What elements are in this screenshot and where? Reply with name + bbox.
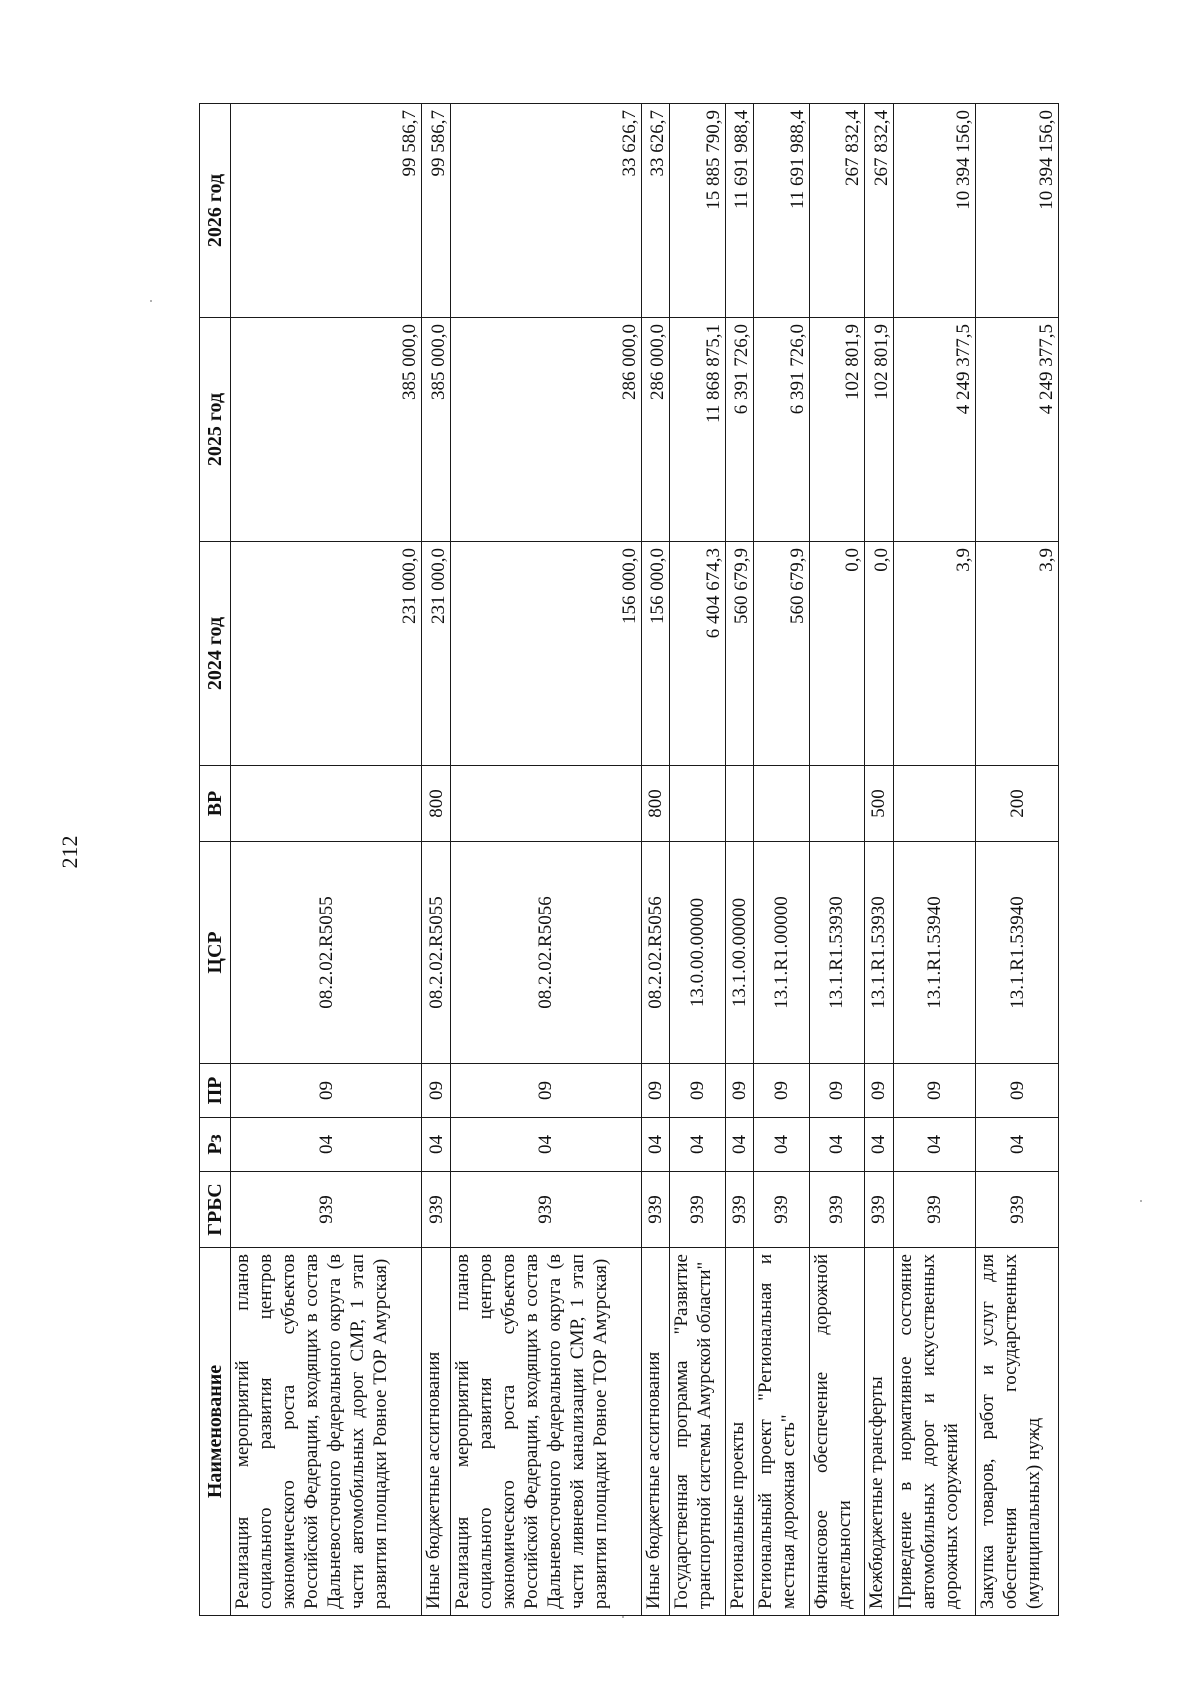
- table-row: [670, 104, 726, 1616]
- cell-2025: 4 249 377,5: [976, 318, 1059, 542]
- cell-grbs: 939: [642, 1172, 670, 1248]
- header-rz: Рз: [200, 1118, 231, 1172]
- cell-vr: 800: [422, 766, 450, 842]
- cell-2024: 3,9: [976, 542, 1059, 766]
- cell-2025: 6 391 726,0: [754, 318, 810, 542]
- cell-name: Финансовое обеспечение дорожной деятельности: [809, 1248, 865, 1616]
- cell-csr: 13.1.00.00000: [725, 842, 753, 1064]
- cell-name: Реализация мероприятий планов социального развития центров экономического роста субъектов Российской Федерации, входящих в состав Дальневосточного федерального округа (в части ливневой канализации СМР, 1 этап развития площадки Ровное ТОР Амурская): [450, 1248, 641, 1616]
- cell-csr: 08.2.02.R5056: [450, 842, 641, 1064]
- cell-csr: 13.1.R1.00000: [754, 842, 810, 1064]
- cell-rz: 04: [809, 1118, 865, 1172]
- cell-pr: 09: [893, 1064, 976, 1118]
- cell-vr: [754, 766, 810, 842]
- cell-name: Государственная программа "Развитие транспортной системы Амурской области": [670, 1248, 726, 1616]
- cell-name: Реализация мероприятий планов социального развития центров экономического роста субъектов Российской Федерации, входящих в состав Дальневосточного федерального округа (в части автомобильных дорог СМР, 1 этап развития площадки Ровное ТОР Амурская): [231, 1248, 422, 1616]
- header-pr: ПР: [200, 1064, 231, 1118]
- cell-2024: 560 679,9: [754, 542, 810, 766]
- cell-grbs: 939: [754, 1172, 810, 1248]
- header-name: Наименование: [200, 1248, 231, 1616]
- header-2025: 2025 год: [200, 318, 231, 542]
- cell-vr: [450, 766, 641, 842]
- header-vr: ВР: [200, 766, 231, 842]
- cell-2026: 267 832,4: [865, 104, 893, 318]
- cell-2026: 11 691 988,4: [725, 104, 753, 318]
- cell-name: Иные бюджетные ассигнования: [422, 1248, 450, 1616]
- cell-pr: 09: [865, 1064, 893, 1118]
- cell-rz: 04: [422, 1118, 450, 1172]
- cell-vr: [670, 766, 726, 842]
- cell-grbs: 939: [725, 1172, 753, 1248]
- cell-vr: [725, 766, 753, 842]
- cell-csr: 08.2.02.R5055: [231, 842, 422, 1064]
- cell-name: Региональные проекты: [725, 1248, 753, 1616]
- cell-2026: 15 885 790,9: [670, 104, 726, 318]
- table-row: [976, 104, 1059, 1616]
- cell-2026: 99 586,7: [422, 104, 450, 318]
- cell-rz: 04: [670, 1118, 726, 1172]
- cell-grbs: 939: [976, 1172, 1059, 1248]
- cell-csr: 13.1.R1.53930: [809, 842, 865, 1064]
- budget-table: [199, 103, 1059, 1616]
- cell-2024: 560 679,9: [725, 542, 753, 766]
- cell-rz: 04: [231, 1118, 422, 1172]
- cell-vr: 800: [642, 766, 670, 842]
- cell-name: Приведение в нормативное состояние автомобильных дорог и искусственных дорожных сооружений: [893, 1248, 976, 1616]
- table-row: [809, 104, 865, 1616]
- cell-2025: 385 000,0: [422, 318, 450, 542]
- cell-csr: 13.1.R1.53930: [865, 842, 893, 1064]
- cell-rz: 04: [865, 1118, 893, 1172]
- cell-2025: 102 801,9: [809, 318, 865, 542]
- cell-pr: 09: [642, 1064, 670, 1118]
- cell-2024: 156 000,0: [450, 542, 641, 766]
- cell-vr: 500: [865, 766, 893, 842]
- rotated-table-container: [199, 104, 1059, 1616]
- scan-dust: [1140, 1200, 1142, 1202]
- cell-csr: 08.2.02.R5056: [642, 842, 670, 1064]
- scan-dust: [622, 1616, 624, 1618]
- cell-grbs: 939: [865, 1172, 893, 1248]
- cell-vr: [231, 766, 422, 842]
- cell-2024: 231 000,0: [422, 542, 450, 766]
- cell-name: Закупка товаров, работ и услуг для обеспечения государственных (муниципальных) нужд: [976, 1248, 1059, 1616]
- cell-2025: 102 801,9: [865, 318, 893, 542]
- cell-rz: 04: [893, 1118, 976, 1172]
- cell-2025: 4 249 377,5: [893, 318, 976, 542]
- cell-vr: 200: [976, 766, 1059, 842]
- cell-2024: 231 000,0: [231, 542, 422, 766]
- cell-rz: 04: [725, 1118, 753, 1172]
- cell-rz: 04: [976, 1118, 1059, 1172]
- cell-grbs: 939: [450, 1172, 641, 1248]
- cell-rz: 04: [450, 1118, 641, 1172]
- cell-2026: 33 626,7: [642, 104, 670, 318]
- cell-pr: 09: [450, 1064, 641, 1118]
- cell-2025: 6 391 726,0: [725, 318, 753, 542]
- cell-name: Региональный проект "Региональная и местная дорожная сеть": [754, 1248, 810, 1616]
- cell-pr: 09: [809, 1064, 865, 1118]
- cell-2026: 10 394 156,0: [976, 104, 1059, 318]
- header-csr: ЦСР: [200, 842, 231, 1064]
- cell-csr: 13.1.R1.53940: [893, 842, 976, 1064]
- cell-pr: 09: [976, 1064, 1059, 1118]
- cell-pr: 09: [231, 1064, 422, 1118]
- cell-2024: 156 000,0: [642, 542, 670, 766]
- cell-name: Иные бюджетные ассигнования: [642, 1248, 670, 1616]
- cell-pr: 09: [725, 1064, 753, 1118]
- scan-dust: [150, 300, 152, 302]
- cell-grbs: 939: [231, 1172, 422, 1248]
- header-2026: 2026 год: [200, 104, 231, 318]
- cell-csr: 08.2.02.R5055: [422, 842, 450, 1064]
- cell-2024: 3,9: [893, 542, 976, 766]
- table-row: [865, 104, 893, 1616]
- cell-grbs: 939: [670, 1172, 726, 1248]
- table-row: [725, 104, 753, 1616]
- cell-pr: 09: [670, 1064, 726, 1118]
- cell-grbs: 939: [893, 1172, 976, 1248]
- table-row: [893, 104, 976, 1616]
- cell-2024: 6 404 674,3: [670, 542, 726, 766]
- cell-grbs: 939: [422, 1172, 450, 1248]
- table-row: [754, 104, 810, 1616]
- cell-grbs: 939: [809, 1172, 865, 1248]
- cell-2026: 10 394 156,0: [893, 104, 976, 318]
- cell-2024: 0,0: [809, 542, 865, 766]
- cell-2026: 99 586,7: [231, 104, 422, 318]
- cell-pr: 09: [754, 1064, 810, 1118]
- cell-name: Межбюджетные трансферты: [865, 1248, 893, 1616]
- table-row: [231, 104, 422, 1616]
- cell-rz: 04: [754, 1118, 810, 1172]
- cell-vr: [809, 766, 865, 842]
- header-grbs: ГРБС: [200, 1172, 231, 1248]
- cell-2025: 286 000,0: [642, 318, 670, 542]
- cell-2024: 0,0: [865, 542, 893, 766]
- cell-2025: 11 868 875,1: [670, 318, 726, 542]
- table-row: [422, 104, 450, 1616]
- cell-rz: 04: [642, 1118, 670, 1172]
- table-row: [642, 104, 670, 1616]
- table-header-row: [200, 104, 231, 1616]
- cell-2026: 267 832,4: [809, 104, 865, 318]
- table-row: [450, 104, 641, 1616]
- cell-2025: 286 000,0: [450, 318, 641, 542]
- cell-csr: 13.1.R1.53940: [976, 842, 1059, 1064]
- cell-csr: 13.0.00.00000: [670, 842, 726, 1064]
- cell-2026: 33 626,7: [450, 104, 641, 318]
- cell-2026: 11 691 988,4: [754, 104, 810, 318]
- cell-pr: 09: [422, 1064, 450, 1118]
- header-2024: 2024 год: [200, 542, 231, 766]
- cell-2025: 385 000,0: [231, 318, 422, 542]
- cell-vr: [893, 766, 976, 842]
- page-number: 212: [57, 835, 82, 869]
